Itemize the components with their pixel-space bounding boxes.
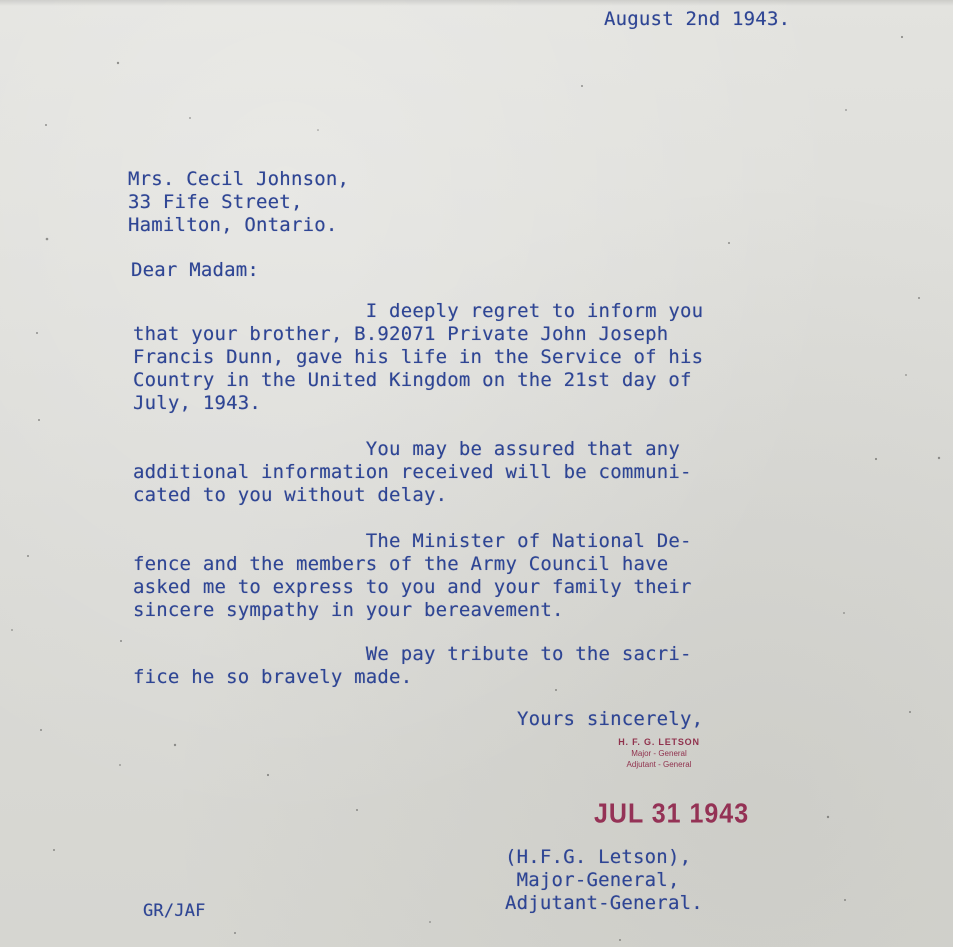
paragraph-line: We pay tribute to the sacri- [133,643,692,665]
signature-block [505,846,703,915]
paragraph-line: fice he so bravely made. [133,666,413,688]
recipient-street: 33 Fife Street, [128,191,303,213]
paragraph-information [133,438,692,507]
paragraph-line: The Minister of National De- [133,530,692,552]
paragraph-line: Francis Dunn, gave his life in the Service of his [133,346,704,368]
paragraph-sympathy [133,530,692,622]
salutation: Dear Madam: [131,259,260,281]
paragraph-line: asked me to express to you and your family their [133,576,692,598]
stamp-title: Adjutant - General [626,760,692,769]
recipient-name: Mrs. Cecil Johnson, [128,168,350,190]
recipient-address [128,168,349,237]
paragraph-notification [133,300,703,415]
paragraph-tribute [133,643,692,689]
paragraph-line: July, 1943. [133,392,262,414]
paragraph-line: fence and the members of the Army Council have [133,553,669,575]
paragraph-line: sincere sympathy in your bereavement. [133,599,564,621]
received-date-stamp: JUL 31 1943 [594,798,750,830]
signature-title: Adjutant-General. [505,892,703,914]
recipient-city: Hamilton, Ontario. [128,214,338,236]
reference-initials: GR/JAF [143,901,206,921]
paragraph-line: that your brother, B.92071 Private John Joseph [133,323,669,345]
paragraph-line: I deeply regret to inform you [133,300,704,322]
paragraph-line: additional information received will be communi- [133,461,692,483]
signature-rank: Major-General, [505,869,680,891]
letter-date: August 2nd 1943. [604,8,791,30]
closing: Yours sincerely, [517,708,704,730]
stamp-rank: Major - General [631,749,687,758]
signature-stamp [596,737,722,770]
paragraph-line: Country in the United Kingdom on the 21st day of [133,369,692,391]
paragraph-line: cated to you without delay. [133,484,448,506]
stamp-name: H. F. G. LETSON [618,737,700,747]
page-edge-shadow [0,0,953,6]
paragraph-line: You may be assured that any [133,438,681,460]
signature-name: (H.F.G. Letson), [505,846,692,868]
